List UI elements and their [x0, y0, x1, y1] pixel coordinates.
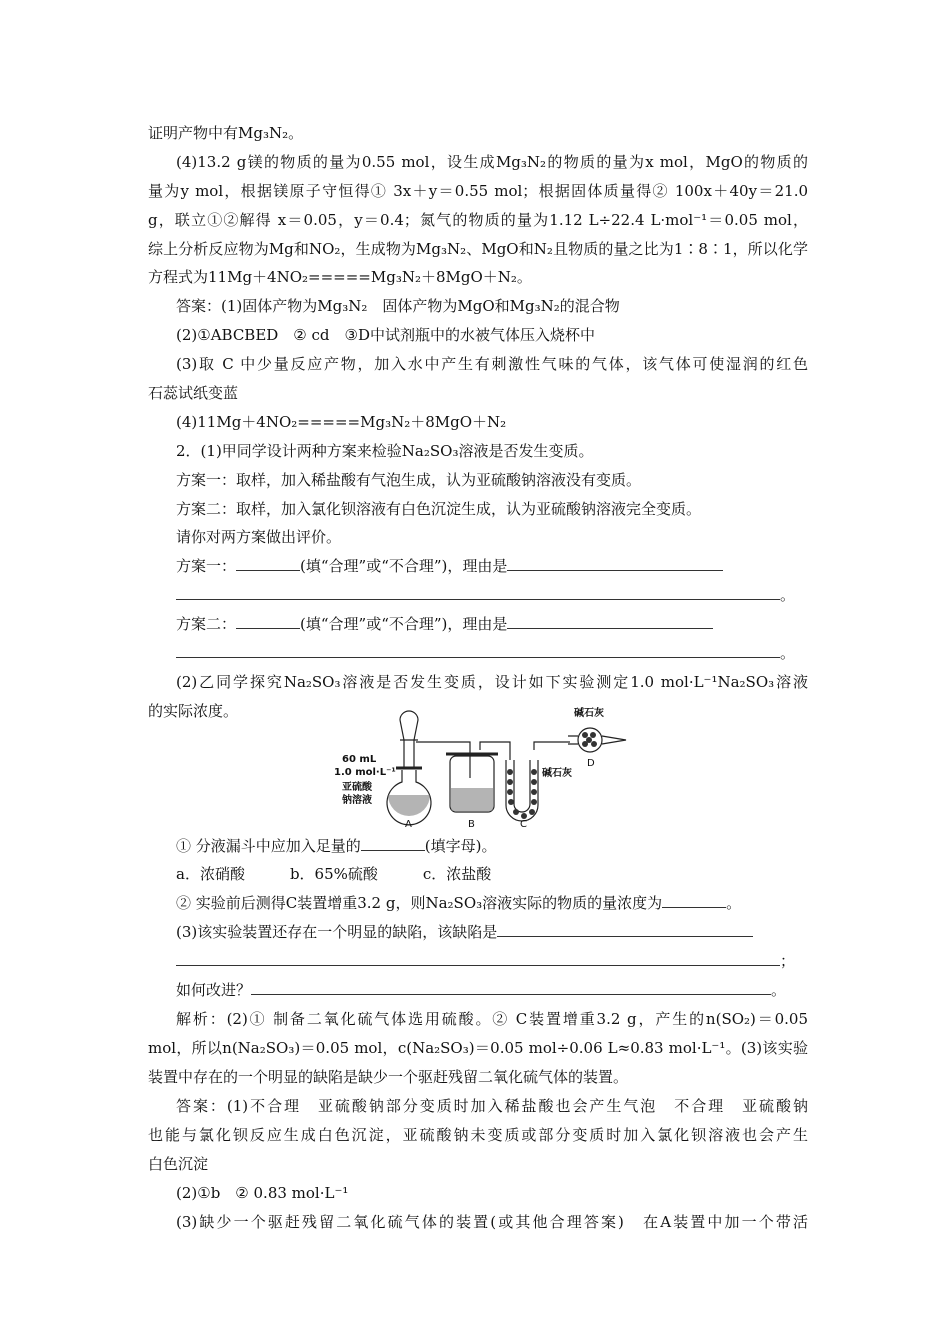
answer-blank	[507, 614, 713, 629]
plan-label: 方案二：	[176, 615, 237, 633]
solution-label: 钠溶液	[342, 795, 372, 806]
fill-line	[176, 836, 808, 858]
solution-label: 亚硫酸	[342, 782, 372, 793]
analysis-line: 解析：(2)① 制备二氧化硫气体选用硫酸。② C装置增重3.2 g，产生的n(SO₂)＝0.05	[176, 1010, 808, 1028]
fill-line	[176, 585, 808, 607]
question-line: 2．(1)甲同学设计两种方案来检验Na₂SO₃溶液是否发生变质。	[176, 442, 594, 460]
plan-label: 方案一：	[176, 557, 237, 575]
text-line: 方程式为11Mg＋4NO₂=====Mg₃N₂＋8MgO＋N₂。	[148, 268, 532, 286]
answer-line: 答案：(1)不合理 亚硫酸钠部分变质时加入稀盐酸也会产生气泡 不合理 亚硫酸钠	[176, 1097, 808, 1115]
answer-line: (4)11Mg＋4NO₂=====Mg₃N₂＋8MgO＋N₂	[176, 413, 507, 431]
answer-blank	[507, 556, 723, 571]
plan-prompt: (填“合理”或“不合理”)，理由是	[300, 557, 508, 575]
period: 。	[780, 644, 796, 662]
analysis-line: 装置中存在的一个明显的缺陷是缺少一个驱赶残留二氧化硫气体的装置。	[148, 1068, 629, 1086]
semicolon: ；	[780, 952, 796, 970]
apparatus-figure	[330, 700, 630, 830]
answer-blank	[236, 614, 300, 629]
question-line: (2)乙同学探究Na₂SO₃溶液是否发生变质，设计如下实验测定1.0 mol·L⁻¹Na₂SO₃溶液	[176, 673, 808, 691]
answer-blank	[176, 951, 780, 966]
flask-liquid	[388, 795, 430, 816]
question-line: 方案一：取样，加入稀盐酸有气泡生成，认为亚硫酸钠溶液没有变质。	[176, 471, 642, 489]
question-line: 方案二：取样，加入氯化钡溶液有白色沉淀生成，认为亚硫酸钠溶液完全变质。	[176, 500, 702, 518]
question-text: ② 实验前后测得C装置增重3.2 g，则Na₂SO₃溶液实际的物质的量浓度为	[176, 894, 663, 912]
period: 。	[771, 981, 787, 999]
answer-blank	[497, 922, 753, 937]
question-text: (填字母)。	[424, 837, 497, 855]
plan-prompt: (填“合理”或“不合理”)，理由是	[300, 615, 508, 633]
question-text: (3)该实验装置还存在一个明显的缺陷，该缺陷是	[176, 923, 498, 941]
answer-line: 答案：(1)固体产物为Mg₃N₂ 固体产物为MgO和Mg₃N₂的混合物	[176, 297, 620, 315]
question-text: 如何改进？	[176, 981, 252, 999]
concentration-label: 1.0 mol·L⁻¹	[334, 767, 396, 778]
text-line: 量为y mol，根据镁原子守恒得① 3x＋y＝0.55 mol；根据固体质量得② 100x＋40y＝21.0	[148, 182, 808, 200]
text-line: (4)13.2 g镁的物质的量为0.55 mol，设生成Mg₃N₂的物质的量为x mol，MgO的物质的	[176, 153, 808, 171]
answer-line: 石蕊试纸变蓝	[148, 384, 239, 402]
answer-blank	[176, 585, 780, 600]
answer-blank	[236, 556, 300, 571]
fill-line	[176, 922, 808, 944]
answer-line: (2)①b ② 0.83 mol·L⁻¹	[176, 1184, 349, 1202]
period: 。	[726, 894, 742, 912]
fill-line	[176, 980, 808, 1002]
bottle-liquid	[451, 788, 493, 811]
text-line: 综上分析反应物为Mg和NO₂，生成物为Mg₃N₂、MgO和N₂且物质的量之比为1∶8∶1，所以化学	[148, 240, 808, 258]
question-line: 的实际浓度。	[148, 702, 239, 720]
label-d: D	[587, 758, 595, 769]
fill-line	[176, 893, 808, 915]
answer-line: 也能与氯化钡反应生成白色沉淀，亚硫酸钠未变质或部分变质时加入氯化钡溶液也会产生	[148, 1126, 808, 1144]
answer-blank	[251, 980, 771, 995]
label-b: B	[468, 819, 475, 830]
apparatus-diagram	[330, 700, 630, 830]
soda-lime-label: 碱石灰	[574, 708, 604, 719]
fill-line-plan-one	[176, 556, 808, 578]
answer-blank	[662, 893, 726, 908]
answer-blank	[176, 643, 780, 658]
question-line: 请你对两方案做出评价。	[176, 528, 342, 546]
period: 。	[780, 586, 796, 604]
text-line: g，联立①②解得 x＝0.05，y＝0.4；氮气的物质的量为1.12 L÷22.4 L·mol⁻¹＝0.05 mol，	[148, 211, 808, 229]
label-a: A	[405, 819, 412, 830]
label-c: C	[520, 819, 527, 830]
text-line: 证明产物中有Mg₃N₂。	[148, 124, 304, 142]
fill-line-plan-two	[176, 614, 808, 636]
answer-line: 白色沉淀	[148, 1155, 209, 1173]
question-text: ① 分液漏斗中应加入足量的	[176, 837, 361, 855]
answer-line: (3)缺少一个驱赶残留二氧化硫气体的装置(或其他合理答案) 在A装置中加一个带活	[176, 1213, 808, 1231]
answer-line: (3)取 C 中少量反应产物，加入水中产生有刺激性气味的气体，该气体可使湿润的红色	[176, 355, 808, 373]
fill-line	[176, 951, 808, 973]
options-line: a．浓硝酸 b．65%硫酸 c．浓盐酸	[176, 865, 492, 883]
analysis-line: mol，所以n(Na₂SO₃)＝0.05 mol，c(Na₂SO₃)＝0.05 mol÷0.06 L≈0.83 mol·L⁻¹。(3)该实验	[148, 1039, 808, 1057]
answer-line: (2)①ABCBED ② cd ③D中试剂瓶中的水被气体压入烧杯中	[176, 326, 595, 344]
fill-line	[176, 643, 808, 665]
answer-blank	[361, 836, 425, 851]
soda-lime-label: 碱石灰	[542, 768, 572, 779]
volume-label: 60 mL	[342, 754, 377, 765]
